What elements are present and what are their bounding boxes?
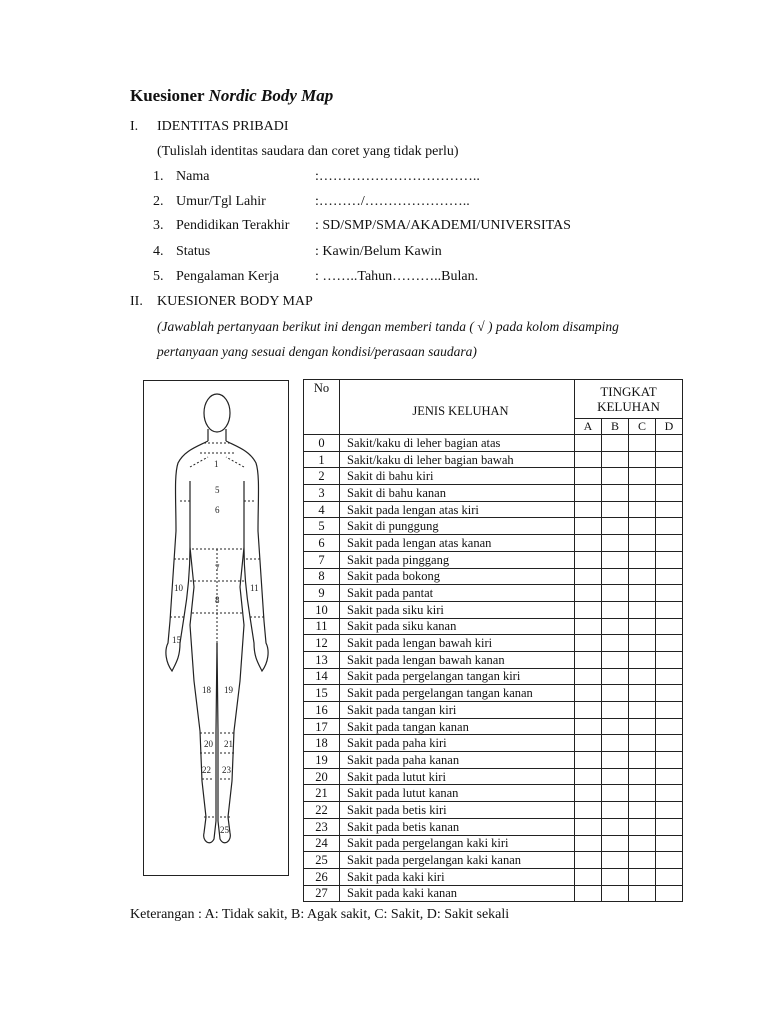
row-number: 1 <box>304 451 340 468</box>
check-cell-d[interactable] <box>656 835 683 852</box>
row-keluhan: Sakit pada betis kanan <box>340 818 575 835</box>
check-cell-c[interactable] <box>629 535 656 552</box>
table-row <box>304 618 683 635</box>
field-label-umur: Umur/Tgl Lahir <box>176 194 266 209</box>
row-keluhan: Sakit di bahu kiri <box>340 468 575 485</box>
row-number: 10 <box>304 601 340 618</box>
field-number: 4. <box>153 244 164 259</box>
check-cell-b[interactable] <box>602 485 629 502</box>
complaint-table-body <box>304 435 683 902</box>
table-row <box>304 702 683 719</box>
check-cell-a[interactable] <box>575 651 602 668</box>
row-number: 4 <box>304 501 340 518</box>
complaint-table <box>303 379 683 902</box>
check-cell-a[interactable] <box>575 668 602 685</box>
row-number: 2 <box>304 468 340 485</box>
check-cell-b[interactable] <box>602 685 629 702</box>
row-keluhan: Sakit pada pergelangan tangan kiri <box>340 668 575 685</box>
check-cell-b[interactable] <box>602 818 629 835</box>
check-cell-d[interactable] <box>656 468 683 485</box>
row-number: 6 <box>304 535 340 552</box>
row-number: 22 <box>304 802 340 819</box>
row-keluhan: Sakit/kaku di leher bagian bawah <box>340 451 575 468</box>
check-cell-c[interactable] <box>629 735 656 752</box>
section1-instruction: (Tulislah identitas saudara dan coret yang tidak perlu) <box>157 144 459 159</box>
region-label: 5 <box>215 485 220 495</box>
check-cell-c[interactable] <box>629 435 656 452</box>
row-keluhan: Sakit pada lutut kiri <box>340 768 575 785</box>
region-label: 23 <box>222 765 231 775</box>
col-header-jenis: JENIS KELUHAN <box>340 380 575 435</box>
check-cell-d[interactable] <box>656 668 683 685</box>
check-cell-a[interactable] <box>575 568 602 585</box>
field-number: 2. <box>153 194 164 209</box>
check-cell-b[interactable] <box>602 852 629 869</box>
check-cell-c[interactable] <box>629 718 656 735</box>
check-cell-b[interactable] <box>602 768 629 785</box>
section2-instruction-line2: pertanyaan yang sesuai dengan kondisi/perasaan saudara) <box>157 344 477 359</box>
check-cell-c[interactable] <box>629 585 656 602</box>
field-label-status: Status <box>176 244 211 259</box>
row-keluhan: Sakit pada pinggang <box>340 551 575 568</box>
check-cell-c[interactable] <box>629 651 656 668</box>
row-keluhan: Sakit/kaku di leher bagian atas <box>340 435 575 452</box>
table-row <box>304 651 683 668</box>
check-cell-c[interactable] <box>629 885 656 902</box>
field-value-status[interactable]: : Kawin/Belum Kawin <box>315 244 442 259</box>
check-cell-a[interactable] <box>575 601 602 618</box>
check-cell-b[interactable] <box>602 802 629 819</box>
row-number: 9 <box>304 585 340 602</box>
page-title <box>130 86 333 106</box>
row-keluhan: Sakit pada siku kanan <box>340 618 575 635</box>
check-cell-a[interactable] <box>575 785 602 802</box>
check-cell-a[interactable] <box>575 451 602 468</box>
table-row <box>304 535 683 552</box>
table-row <box>304 835 683 852</box>
region-label: 18 <box>202 685 211 695</box>
field-value-pendidikan[interactable]: : SD/SMP/SMA/AKADEMI/UNIVERSITAS <box>315 218 571 233</box>
section2-heading: KUESIONER BODY MAP <box>157 294 313 309</box>
table-row <box>304 485 683 502</box>
check-cell-d[interactable] <box>656 802 683 819</box>
check-cell-b[interactable] <box>602 501 629 518</box>
row-number: 11 <box>304 618 340 635</box>
row-keluhan: Sakit pada paha kiri <box>340 735 575 752</box>
level-header-c: C <box>629 419 656 435</box>
check-cell-d[interactable] <box>656 535 683 552</box>
region-label: 1 <box>214 459 219 469</box>
check-cell-b[interactable] <box>602 668 629 685</box>
check-cell-d[interactable] <box>656 518 683 535</box>
body-map-figure <box>143 380 289 876</box>
region-label: 20 <box>204 739 213 749</box>
body-outline-icon <box>144 381 290 877</box>
row-keluhan: Sakit pada kaki kanan <box>340 885 575 902</box>
table-row <box>304 802 683 819</box>
table-row <box>304 551 683 568</box>
table-row <box>304 435 683 452</box>
row-number: 18 <box>304 735 340 752</box>
row-number: 25 <box>304 852 340 869</box>
check-cell-d[interactable] <box>656 635 683 652</box>
check-cell-a[interactable] <box>575 852 602 869</box>
field-label-pendidikan: Pendidikan Terakhir <box>176 218 290 233</box>
check-cell-a[interactable] <box>575 468 602 485</box>
check-cell-a[interactable] <box>575 535 602 552</box>
check-cell-b[interactable] <box>602 435 629 452</box>
check-cell-a[interactable] <box>575 702 602 719</box>
check-cell-c[interactable] <box>629 752 656 769</box>
check-cell-d[interactable] <box>656 451 683 468</box>
check-cell-a[interactable] <box>575 718 602 735</box>
check-cell-b[interactable] <box>602 718 629 735</box>
legend-keterangan: Keterangan : A: Tidak sakit, B: Agak sakit, C: Sakit, D: Sakit sekali <box>130 907 510 922</box>
row-number: 21 <box>304 785 340 802</box>
row-keluhan: Sakit pada paha kanan <box>340 752 575 769</box>
check-cell-c[interactable] <box>629 685 656 702</box>
check-cell-d[interactable] <box>656 685 683 702</box>
check-cell-a[interactable] <box>575 435 602 452</box>
row-number: 24 <box>304 835 340 852</box>
row-keluhan: Sakit pada kaki kiri <box>340 868 575 885</box>
row-number: 27 <box>304 885 340 902</box>
check-cell-b[interactable] <box>602 835 629 852</box>
row-keluhan: Sakit pada pergelangan kaki kanan <box>340 852 575 869</box>
check-cell-c[interactable] <box>629 835 656 852</box>
check-cell-c[interactable] <box>629 485 656 502</box>
row-keluhan: Sakit pada siku kiri <box>340 601 575 618</box>
table-row <box>304 885 683 902</box>
region-label: 7 <box>215 563 220 573</box>
region-label: 21 <box>224 739 233 749</box>
check-cell-b[interactable] <box>602 618 629 635</box>
check-cell-b[interactable] <box>602 868 629 885</box>
row-keluhan: Sakit pada lengan atas kiri <box>340 501 575 518</box>
row-number: 12 <box>304 635 340 652</box>
check-cell-b[interactable] <box>602 635 629 652</box>
row-number: 19 <box>304 752 340 769</box>
check-cell-d[interactable] <box>656 818 683 835</box>
check-cell-a[interactable] <box>575 551 602 568</box>
check-cell-a[interactable] <box>575 618 602 635</box>
section1-heading: IDENTITAS PRIBADI <box>157 119 289 134</box>
field-value-umur[interactable]: :………/………………….. <box>315 194 470 209</box>
check-cell-c[interactable] <box>629 601 656 618</box>
level-header-b: B <box>602 419 629 435</box>
table-row <box>304 518 683 535</box>
check-cell-c[interactable] <box>629 852 656 869</box>
table-row <box>304 585 683 602</box>
table-row <box>304 852 683 869</box>
title-prefix: Kuesioner <box>130 86 209 105</box>
check-cell-a[interactable] <box>575 885 602 902</box>
check-cell-d[interactable] <box>656 885 683 902</box>
row-number: 0 <box>304 435 340 452</box>
check-cell-b[interactable] <box>602 468 629 485</box>
table-row <box>304 635 683 652</box>
table-row <box>304 752 683 769</box>
check-cell-c[interactable] <box>629 518 656 535</box>
check-cell-b[interactable] <box>602 518 629 535</box>
row-number: 3 <box>304 485 340 502</box>
row-keluhan: Sakit di bahu kanan <box>340 485 575 502</box>
table-row <box>304 718 683 735</box>
row-keluhan: Sakit pada tangan kiri <box>340 702 575 719</box>
check-cell-b[interactable] <box>602 451 629 468</box>
region-label: 22 <box>202 765 211 775</box>
row-number: 20 <box>304 768 340 785</box>
check-cell-a[interactable] <box>575 635 602 652</box>
check-cell-c[interactable] <box>629 768 656 785</box>
check-cell-c[interactable] <box>629 468 656 485</box>
table-row <box>304 501 683 518</box>
check-cell-a[interactable] <box>575 518 602 535</box>
table-row <box>304 868 683 885</box>
check-cell-c[interactable] <box>629 802 656 819</box>
table-row <box>304 785 683 802</box>
row-keluhan: Sakit di punggung <box>340 518 575 535</box>
row-keluhan: Sakit pada pantat <box>340 585 575 602</box>
section2-number: II. <box>130 294 143 309</box>
check-cell-b[interactable] <box>602 601 629 618</box>
row-keluhan: Sakit pada bokong <box>340 568 575 585</box>
row-number: 17 <box>304 718 340 735</box>
table-row <box>304 451 683 468</box>
check-cell-b[interactable] <box>602 752 629 769</box>
check-cell-d[interactable] <box>656 501 683 518</box>
check-cell-d[interactable] <box>656 551 683 568</box>
check-cell-d[interactable] <box>656 485 683 502</box>
check-cell-d[interactable] <box>656 618 683 635</box>
row-keluhan: Sakit pada lengan bawah kiri <box>340 635 575 652</box>
check-cell-b[interactable] <box>602 885 629 902</box>
field-number: 5. <box>153 269 164 284</box>
region-label: 8 <box>215 595 220 605</box>
check-cell-a[interactable] <box>575 685 602 702</box>
region-label: 11 <box>250 583 259 593</box>
row-keluhan: Sakit pada lengan bawah kanan <box>340 651 575 668</box>
table-row <box>304 668 683 685</box>
row-keluhan: Sakit pada tangan kanan <box>340 718 575 735</box>
check-cell-c[interactable] <box>629 668 656 685</box>
row-keluhan: Sakit pada pergelangan kaki kiri <box>340 835 575 852</box>
check-cell-d[interactable] <box>656 435 683 452</box>
check-cell-a[interactable] <box>575 735 602 752</box>
row-number: 8 <box>304 568 340 585</box>
check-cell-b[interactable] <box>602 785 629 802</box>
row-number: 13 <box>304 651 340 668</box>
row-keluhan: Sakit pada pergelangan tangan kanan <box>340 685 575 702</box>
section2-instruction-line1: (Jawablah pertanyaan berikut ini dengan memberi tanda ( √ ) pada kolom disamping <box>157 319 619 334</box>
level-header-d: D <box>656 419 683 435</box>
check-cell-b[interactable] <box>602 735 629 752</box>
row-keluhan: Sakit pada betis kiri <box>340 802 575 819</box>
check-cell-c[interactable] <box>629 618 656 635</box>
check-cell-c[interactable] <box>629 868 656 885</box>
field-label-pengalaman: Pengalaman Kerja <box>176 269 280 284</box>
check-cell-a[interactable] <box>575 752 602 769</box>
tingkat-line1: TINGKAT <box>600 384 657 399</box>
check-cell-b[interactable] <box>602 651 629 668</box>
field-value-nama[interactable]: :…………………………….. <box>315 169 480 184</box>
check-cell-d[interactable] <box>656 785 683 802</box>
region-label: 6 <box>215 505 220 515</box>
field-number: 3. <box>153 218 164 233</box>
region-label: 10 <box>174 583 183 593</box>
check-cell-a[interactable] <box>575 868 602 885</box>
col-header-tingkat <box>575 380 683 419</box>
table-row <box>304 735 683 752</box>
check-cell-d[interactable] <box>656 601 683 618</box>
check-cell-d[interactable] <box>656 718 683 735</box>
row-number: 5 <box>304 518 340 535</box>
check-cell-d[interactable] <box>656 752 683 769</box>
col-header-no: No <box>304 380 340 435</box>
row-keluhan: Sakit pada lutut kanan <box>340 785 575 802</box>
check-cell-a[interactable] <box>575 501 602 518</box>
table-row <box>304 818 683 835</box>
region-label: 15 <box>172 635 181 645</box>
check-cell-c[interactable] <box>629 785 656 802</box>
row-keluhan: Sakit pada lengan atas kanan <box>340 535 575 552</box>
check-cell-d[interactable] <box>656 585 683 602</box>
check-cell-d[interactable] <box>656 651 683 668</box>
section1-number: I. <box>130 119 139 134</box>
check-cell-c[interactable] <box>629 635 656 652</box>
check-cell-a[interactable] <box>575 802 602 819</box>
table-row <box>304 468 683 485</box>
row-number: 26 <box>304 868 340 885</box>
check-cell-c[interactable] <box>629 551 656 568</box>
field-value-pengalaman[interactable]: : ……..Tahun………..Bulan. <box>315 269 479 284</box>
check-cell-d[interactable] <box>656 735 683 752</box>
check-cell-d[interactable] <box>656 852 683 869</box>
table-row <box>304 601 683 618</box>
check-cell-d[interactable] <box>656 868 683 885</box>
check-cell-a[interactable] <box>575 768 602 785</box>
tingkat-line2: KELUHAN <box>597 399 660 414</box>
check-cell-d[interactable] <box>656 568 683 585</box>
check-cell-c[interactable] <box>629 568 656 585</box>
region-label: 25 <box>220 825 229 835</box>
check-cell-c[interactable] <box>629 451 656 468</box>
row-number: 23 <box>304 818 340 835</box>
row-number: 7 <box>304 551 340 568</box>
table-row <box>304 685 683 702</box>
check-cell-a[interactable] <box>575 818 602 835</box>
row-number: 14 <box>304 668 340 685</box>
check-cell-b[interactable] <box>602 535 629 552</box>
check-cell-c[interactable] <box>629 702 656 719</box>
check-cell-a[interactable] <box>575 485 602 502</box>
field-number: 1. <box>153 169 164 184</box>
check-cell-a[interactable] <box>575 835 602 852</box>
table-row <box>304 568 683 585</box>
check-cell-c[interactable] <box>629 818 656 835</box>
check-cell-a[interactable] <box>575 585 602 602</box>
row-number: 16 <box>304 702 340 719</box>
check-cell-b[interactable] <box>602 702 629 719</box>
check-cell-d[interactable] <box>656 768 683 785</box>
check-cell-b[interactable] <box>602 568 629 585</box>
check-cell-d[interactable] <box>656 702 683 719</box>
check-cell-b[interactable] <box>602 585 629 602</box>
table-row <box>304 768 683 785</box>
title-emphasis: Nordic Body Map <box>208 86 334 105</box>
check-cell-c[interactable] <box>629 501 656 518</box>
region-label: 19 <box>224 685 233 695</box>
level-header-a: A <box>575 419 602 435</box>
row-number: 15 <box>304 685 340 702</box>
field-label-nama: Nama <box>176 169 210 184</box>
check-cell-b[interactable] <box>602 551 629 568</box>
